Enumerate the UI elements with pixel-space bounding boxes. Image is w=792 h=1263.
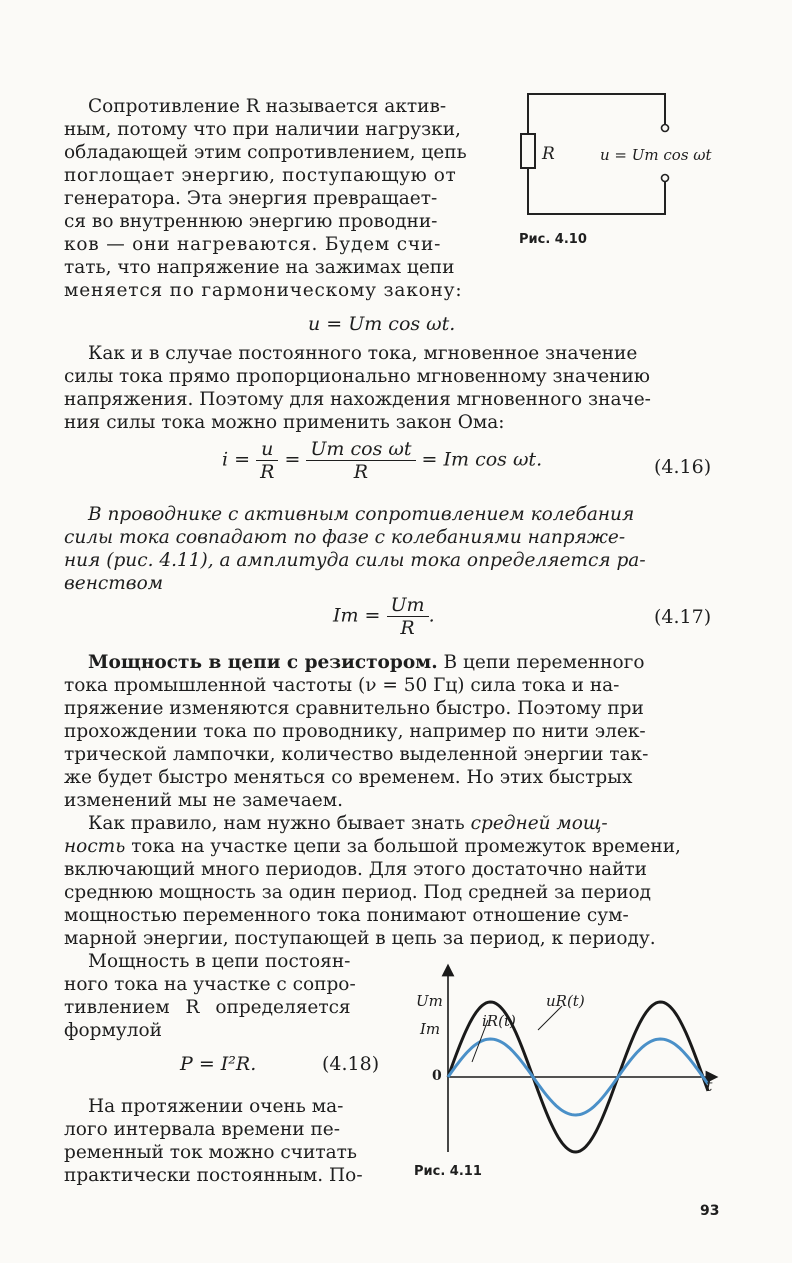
text-line: Как и в случае постоянного тока, мгновенное значение bbox=[88, 343, 638, 364]
t-axis-label: t bbox=[706, 1076, 713, 1095]
text-line: практически постоянным. По- bbox=[64, 1165, 363, 1186]
text-line: Сопротивление R называется актив- bbox=[88, 96, 447, 117]
section-heading: Мощность в цепи с резистором. bbox=[88, 652, 438, 673]
text-line: тать, что напряжение на зажимах цепи bbox=[64, 257, 455, 278]
text-line: напряжения. Поэтому для нахождения мгновенного значе- bbox=[64, 389, 651, 410]
equation-4-17: Im = $\frac{Um}{R}$ . bbox=[333, 594, 435, 639]
page-number: 93 bbox=[700, 1203, 720, 1219]
figure-4-11 bbox=[410, 962, 730, 1182]
equation-number: (4.17) bbox=[654, 606, 712, 628]
text-line: силы тока прямо пропорционально мгновенному значению bbox=[64, 366, 650, 387]
text-line: ным, потому что при наличии нагрузки, bbox=[64, 119, 461, 140]
text-line: включающий много периодов. Для этого достаточно найти bbox=[64, 859, 647, 880]
text-line: обладающей этим сопротивлением, цепь bbox=[64, 142, 467, 163]
resistor-label: R bbox=[542, 144, 555, 164]
text-line: меняется по гармоническому закону: bbox=[64, 280, 463, 301]
text-line: ния (рис. 4.11), а амплитуда силы тока определяется ра- bbox=[64, 550, 646, 571]
text-line: пряжение изменяются сравнительно быстро. Поэтому при bbox=[64, 698, 644, 719]
text-line: трической лампочки, количество выделенной энергии так- bbox=[64, 744, 649, 765]
text-line: Как правило, нам нужно бывает знать средней мощ- bbox=[88, 813, 608, 834]
text-line: ния силы тока можно применить закон Ома: bbox=[64, 412, 505, 433]
text-line: В проводнике с активным сопротивлением колебания bbox=[88, 504, 635, 525]
figure-caption: Рис. 4.11 bbox=[414, 1164, 482, 1179]
text-line: прохождении тока по проводнику, например по нити элек- bbox=[64, 721, 646, 742]
text-line: Мощность в цепи с резистором. В цепи переменного bbox=[88, 652, 645, 673]
text-line: тока промышленной частоты (ν = 50 Гц) сила тока и на- bbox=[64, 675, 620, 696]
equation-4-18: P = I²R. bbox=[180, 1053, 257, 1075]
equation-number: (4.18) bbox=[322, 1053, 380, 1075]
figure-caption: Рис. 4.10 bbox=[519, 232, 587, 247]
voltage-label: u = Um cos ωt bbox=[600, 146, 712, 164]
text-line: Мощность в цепи постоян- bbox=[88, 951, 351, 972]
text-line: ременный ток можно считать bbox=[64, 1142, 357, 1163]
text-line: марной энергии, поступающей в цепь за период, к периоду. bbox=[64, 928, 656, 949]
text-line: генератора. Эта энергия превращает- bbox=[64, 188, 438, 209]
text-line: ков — они нагреваются. Будем счи- bbox=[64, 234, 442, 255]
um-label: Um bbox=[416, 992, 443, 1010]
text-line: ного тока на участке с сопро- bbox=[64, 974, 356, 995]
ir-label: iR(t) bbox=[482, 1012, 516, 1030]
figure-4-10 bbox=[510, 86, 740, 256]
text-line: ся во внутреннюю энергию проводни- bbox=[64, 211, 438, 232]
im-label: Im bbox=[420, 1020, 441, 1038]
text-line: ность тока на участке цепи за большой промежуток времени, bbox=[64, 836, 681, 857]
equation-number: (4.16) bbox=[654, 456, 712, 478]
text-line: тивлением R определяется bbox=[64, 997, 351, 1018]
text-line: изменений мы не замечаем. bbox=[64, 790, 343, 811]
text-line: На протяжении очень ма- bbox=[88, 1096, 344, 1117]
text-line: же будет быстро меняться со временем. Но этих быстрых bbox=[64, 767, 633, 788]
text-line: поглощает энергию, поступающую от bbox=[64, 165, 457, 186]
text-line: силы тока совпадают по фазе с колебаниями напряже- bbox=[64, 527, 626, 548]
ur-label: uR(t) bbox=[546, 992, 585, 1010]
text-line: мощностью переменного тока понимают отношение сум- bbox=[64, 905, 629, 926]
equation-u: u = Um cos ωt. bbox=[308, 313, 456, 335]
equation-4-16: i = $\frac{u}{R}$ = $\frac{\text{Um cos ωt}}{R}$ = Im cos ωt. bbox=[222, 438, 543, 483]
text-line: формулой bbox=[64, 1020, 162, 1041]
text-line: среднюю мощность за один период. Под средней за период bbox=[64, 882, 652, 903]
text-line: лого интервала времени пе- bbox=[64, 1119, 341, 1140]
text-line: венством bbox=[64, 573, 164, 594]
zero-label: 0 bbox=[432, 1068, 442, 1084]
